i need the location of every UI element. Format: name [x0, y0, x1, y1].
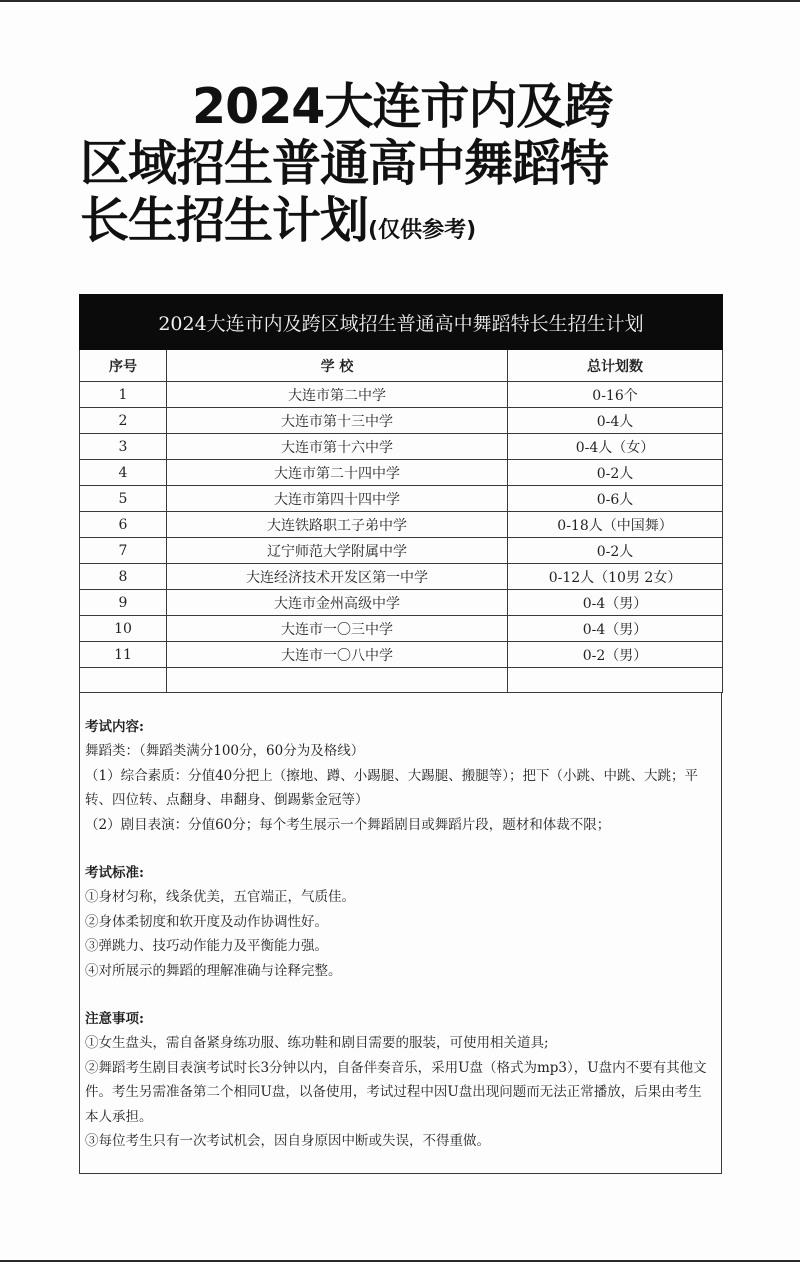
reference-only-note: (仅供参考): [368, 218, 477, 243]
row-number: 1: [80, 382, 167, 408]
row-school: 大连经济技术开发区第一中学: [167, 564, 508, 590]
table-banner-title: 2024大连市内及跨区域招生普通高中舞蹈特长生招生计划: [80, 295, 723, 350]
exam-content-heading: 考试内容:: [85, 719, 144, 735]
column-header-number: 序号: [80, 350, 167, 382]
exam-standard-line: ②身体柔韧度和软开度及动作协调性好。: [85, 913, 328, 930]
row-number: 10: [80, 616, 167, 642]
table-row: [80, 538, 723, 564]
table-row: [80, 616, 723, 642]
table-row: [80, 486, 723, 512]
table-row: [80, 408, 723, 434]
table-row: [80, 382, 723, 408]
poster-title-line-3: [80, 192, 720, 259]
row-school: 辽宁师范大学附属中学: [167, 538, 508, 564]
exam-standard-line: ④对所展示的舞蹈的理解准确与诠释完整。: [85, 962, 342, 979]
row-school: 大连市一〇八中学: [167, 642, 508, 668]
attention-heading: 注意事项:: [85, 1011, 144, 1028]
row-quota: 0-18人（中国舞）: [508, 512, 723, 538]
attention-line: ③每位考生只有一次考试机会，因自身原因中断或失误，不得重做。: [85, 1133, 490, 1150]
row-school: 大连市第二十四中学: [167, 460, 508, 486]
table-row: [80, 434, 723, 460]
row-quota: 0-2（男）: [508, 642, 723, 668]
row-school: 大连市第十六中学: [167, 434, 508, 460]
row-number: 3: [80, 434, 167, 460]
column-header-school: 学 校: [167, 350, 508, 382]
table-empty-row: [80, 668, 723, 693]
column-header-quota: 总计划数: [508, 350, 723, 382]
poster-title-line-1: 2024大连市内及跨: [192, 78, 613, 135]
exam-notes-box: [79, 692, 722, 1174]
attention-line: ②舞蹈考生剧目表演考试时长3分钟以内，自备伴奏音乐，采用U盘（格式为mp3），U盘内不要有其他文件。考生另需准备第二个相同U盘，以备使用，考试过程中因U盘出现问题而无法正常播放，后果由考生本人承担。: [85, 1059, 707, 1125]
poster-title-line-3-text: 长生招生计划: [80, 192, 369, 249]
row-number: 11: [80, 642, 167, 668]
section-spacer: [85, 837, 715, 861]
table-row: [80, 642, 723, 668]
exam-standard-line: ③弹跳力、技巧动作能力及平衡能力强。: [85, 938, 328, 955]
row-school: 大连铁路职工子弟中学: [167, 512, 508, 538]
attention-line: ①女生盘头，需自备紧身练功服、练功鞋和剧目需要的服装，可使用相关道具;: [85, 1035, 549, 1052]
row-quota: 0-6人: [508, 486, 723, 512]
row-school: 大连市第四十四中学: [167, 486, 508, 512]
top-edge-rule: [0, 0, 800, 2]
exam-content-line: （1）综合素质：分值40分把上（擦地、蹲、小踢腿、大踢腿、搬腿等）；把下（小跳、中跳、大跳；平转、四位转、点翻身、串翻身、倒踢紫金冠等）: [85, 767, 699, 809]
poster-title-line-2: 区域招生普通高中舞蹈特: [80, 135, 609, 192]
row-number: 9: [80, 590, 167, 616]
row-number: 4: [80, 460, 167, 486]
empty-cell: [80, 668, 167, 693]
table-row: [80, 512, 723, 538]
table-header-row: [80, 350, 723, 382]
row-school: 大连市一〇三中学: [167, 616, 508, 642]
table-row: [80, 590, 723, 616]
row-number: 8: [80, 564, 167, 590]
section-spacer: [85, 983, 715, 1007]
empty-cell: [508, 668, 723, 693]
row-number: 6: [80, 512, 167, 538]
table-banner-row: [80, 295, 723, 350]
exam-content-line: 舞蹈类：（舞蹈类满分100分，60分为及格线）: [85, 743, 365, 760]
row-quota: 0-4人: [508, 408, 723, 434]
row-number: 2: [80, 408, 167, 434]
row-school: 大连市第二中学: [167, 382, 508, 408]
row-number: 7: [80, 538, 167, 564]
row-quota: 0-16个: [508, 382, 723, 408]
table-row: [80, 564, 723, 590]
table-row: [80, 460, 723, 486]
row-school: 大连市第十三中学: [167, 408, 508, 434]
row-quota: 0-4（男）: [508, 590, 723, 616]
row-number: 5: [80, 486, 167, 512]
poster-title: [80, 78, 720, 259]
row-quota: 0-12人（10男 2女）: [508, 564, 723, 590]
exam-standard-line: ①身材匀称，线条优美，五官端正，气质佳。: [85, 889, 355, 906]
empty-cell: [167, 668, 508, 693]
row-quota: 0-4人（女）: [508, 434, 723, 460]
row-school: 大连市金州高级中学: [167, 590, 508, 616]
exam-content-line: （2）剧目表演：分值60分；每个考生展示一个舞蹈剧目或舞蹈片段，题材和体裁不限；: [85, 816, 611, 833]
enrollment-plan-table: [79, 294, 723, 693]
row-quota: 0-2人: [508, 460, 723, 486]
exam-standard-heading: 考试标准:: [85, 865, 144, 882]
row-quota: 0-4（男）: [508, 616, 723, 642]
row-quota: 0-2人: [508, 538, 723, 564]
